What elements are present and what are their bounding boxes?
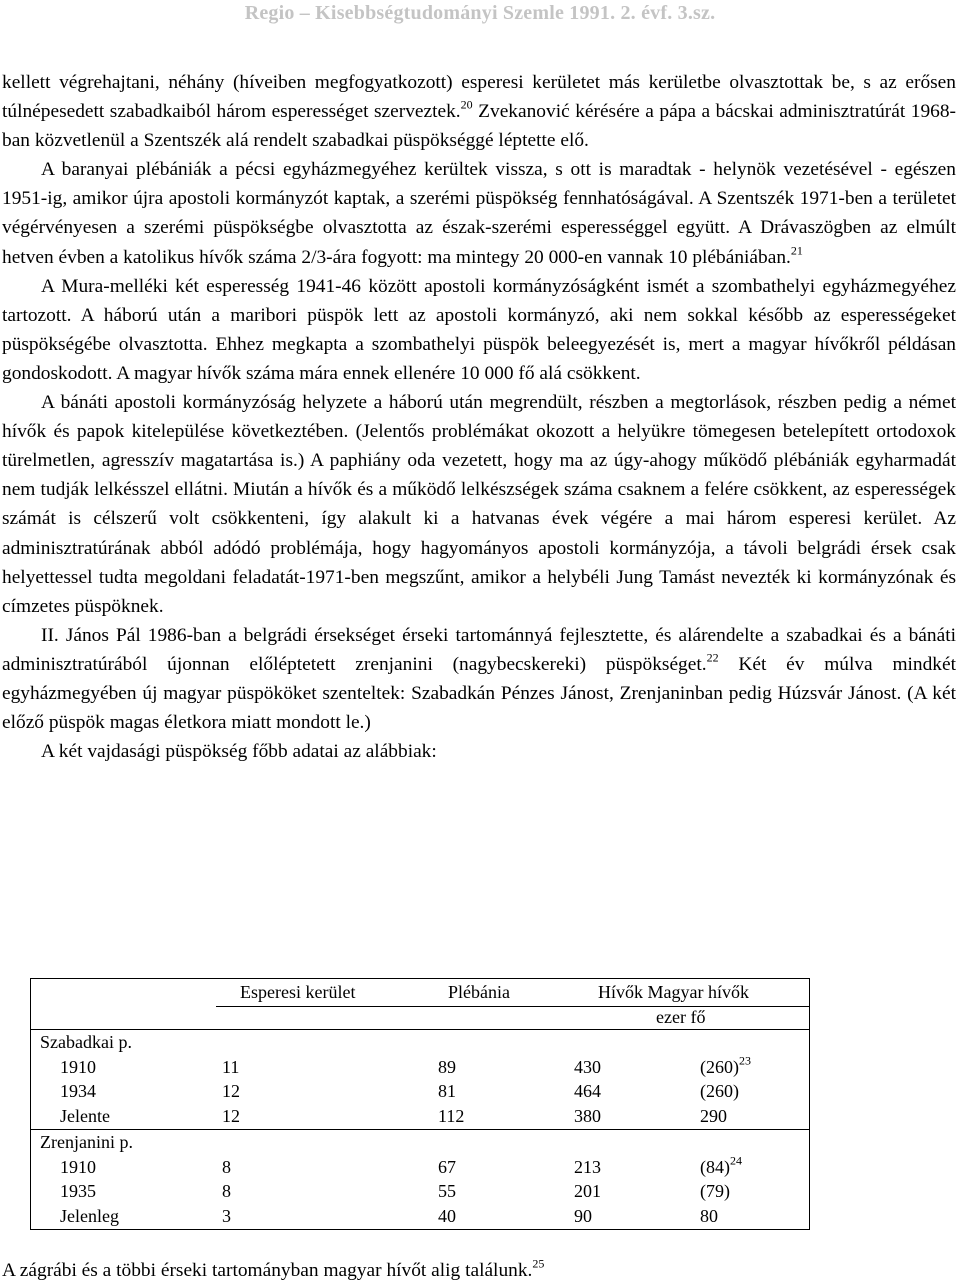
table-cell-hivok: 464 <box>574 1081 601 1101</box>
closing-text: A zágrábi és a többi érseki tartományban magyar hívőt alig találunk. <box>2 1260 533 1281</box>
paragraph-text: Két év múlva mindkét egyházmegyében új magyar püspököket szenteltek: Szabadkán Pénzes Jánost, Zrenjaninban pedig Húzsvár Jánost. (A két előző püspök magas életkora miatt mondott le.) <box>2 653 956 734</box>
table-cell-plebania: 67 <box>438 1156 456 1177</box>
table-row-label: Jelente <box>60 1105 110 1126</box>
footnote-marker: 20 <box>460 97 473 112</box>
footnote-marker: 24 <box>730 1153 742 1168</box>
table-cell-hivok: 90 <box>574 1205 592 1226</box>
table-unit-rule <box>30 1029 810 1030</box>
body-text <box>2 68 956 766</box>
table-top-rule <box>30 978 810 979</box>
data-table <box>30 978 810 1230</box>
table-cell-hivok: 380 <box>574 1105 601 1126</box>
table-cell-hivok: 213 <box>574 1156 601 1177</box>
paragraph-text: A két vajdasági püspökség főbb adatai az alábbiak: <box>41 741 437 763</box>
table-group-rule <box>30 1129 810 1130</box>
table-cell-magyar: (79) <box>700 1181 730 1201</box>
table-cell-esperesi: 11 <box>222 1056 240 1077</box>
paragraph <box>2 272 956 388</box>
header-unit: ezer fő <box>656 1007 706 1027</box>
table-row-label: Jelenleg <box>60 1205 119 1226</box>
closing-sentence <box>2 1256 956 1285</box>
table-row-label: 1910 <box>60 1056 96 1077</box>
table-left-rule <box>30 978 31 1229</box>
paragraph <box>2 68 956 155</box>
header-hivok-magyar: Hívők Magyar hívők <box>598 982 749 1002</box>
table-cell-magyar: 80 <box>700 1205 718 1226</box>
table-cell-esperesi: 8 <box>222 1156 231 1177</box>
footnote-marker: 25 <box>532 1256 545 1271</box>
table-cell-magyar: (260)$^{23}$ <box>700 1053 751 1077</box>
paragraph-text: A bánáti apostoli kormányzóság helyzete a háború után megrendült, részben a megtorlások, részben pedig a német hívők és papok kitelepülése következtében. (Jelentős problémákat okozott a helyükre tömegesen betelepített ortodoxok türelmetlen, agresszív magatartása is.) A paphiány oda vezetett, hogy ma az úgy-ahogy működő plébániák egyharmadát nem tudják lelkésszel ellátni. Miután a hívők és a működő lelkészségek száma csaknem a felére csökkent, az esperességek számát is célszerű volt csökkenteni, így alakult ki a hatvanas évek végére a mai három esperesi kerület. Az adminisztratúrának abból adódó problémája, hogy hagyományos apostoli kormányzója, a távoli belgrádi érsek csak helyettessel tudta megoldani feladatát-1971-ben megszűnt, amikor a helybéli Jung Tamást nevezték ki kormányzónak és címzetes püspöknek. <box>2 392 956 617</box>
footnote-marker: 23 <box>739 1053 751 1068</box>
table-cell-esperesi: 12 <box>222 1105 240 1126</box>
table-cell-magyar: (84)$^{24}$ <box>700 1153 742 1177</box>
paragraph <box>2 621 956 737</box>
table-cell-esperesi: 8 <box>222 1181 231 1201</box>
table-cell-plebania: 40 <box>438 1205 456 1226</box>
header-plebania: Plébánia <box>448 982 510 1002</box>
header-esperesi: Esperesi kerület <box>240 982 356 1002</box>
paragraph <box>2 388 956 621</box>
table-row-label: 1934 <box>60 1081 96 1101</box>
paragraph-text: Zvekanović kérésére a pápa a bácskai adminisztratúrát 1968-ban közvetlenül a Szentszék alá rendelt szabadkai püspökséggé léptette elő. <box>2 101 956 152</box>
paragraph <box>2 155 956 271</box>
table-row-label: 1910 <box>60 1156 96 1177</box>
table-cell-magyar: (260) <box>700 1081 739 1101</box>
running-header: Regio – Kisebbségtudományi Szemle 1991. 2. évf. 3.sz. <box>244 2 716 24</box>
table-cell-plebania: 89 <box>438 1056 456 1077</box>
footnote-marker: 22 <box>706 650 719 665</box>
table-row-label: 1935 <box>60 1181 96 1201</box>
table-cell-plebania: 81 <box>438 1081 456 1101</box>
paragraph-text: A Mura-melléki két esperesség 1941-46 között apostoli kormányzóságként ismét a szombathelyi egyházmegyéhez tartozott. A háború után a maribori püspök lett az apostoli kormányzó, aki nem sokkal később az esperességeket püspökségébe olvasztotta. Ehhez megkapta a szombathelyi püspök beleegyezését is, mert a magyar hívőkről példásan gondoskodott. A magyar hívők száma mára ennek ellenére 10 000 fő alá csökkent. <box>2 275 956 384</box>
table-cell-plebania: 55 <box>438 1181 456 1201</box>
table-right-rule <box>809 978 810 1229</box>
paragraph-text: II. János Pál 1986-ban a belgrádi érsekséget érseki tartománnyá fejlesztette, és alárendelte a szabadkai és a bánáti adminisztratúrából újonnan előléptetett zrenjanini (nagybecskereki) püspökséget. <box>2 624 956 675</box>
table-cell-plebania: 112 <box>438 1105 465 1126</box>
paragraph <box>2 737 956 766</box>
table-group-label: Szabadkai p. <box>40 1032 132 1052</box>
table-cell-magyar: 290 <box>700 1105 727 1126</box>
paragraph-text: kellett végrehajtani, néhány (híveiben megfogyatkozott) esperesi kerületet más kerületbe olvasztottak be, s az erősen túlnépesedett szabadkaiból három esperességet szerveztek. <box>2 72 956 123</box>
table-header-rule <box>216 1006 810 1007</box>
table-bottom-rule <box>30 1229 810 1230</box>
footnote-marker: 21 <box>790 243 803 258</box>
table-cell-esperesi: 3 <box>222 1205 231 1226</box>
table-group-label: Zrenjanini p. <box>40 1132 133 1152</box>
paragraph-text: A baranyai plébániák a pécsi egyházmegyéhez kerültek vissza, s ott is maradtak - helynök vezetésével - egészen 1951-ig, amikor újra apostoli kormányzót kaptak, a szerémi püspökség fennhatóságával. A Szentszék 1971-ben a területet végérvényesen a szerémi püspökségbe olvasztotta az észak-szerémi esperességgel együtt. A Drávaszögben az elmúlt hetven évben a katolikus hívők száma 2/3-ára fogyott: ma mintegy 20 000-en vannak 10 plébániában. <box>2 159 956 268</box>
table-cell-hivok: 201 <box>574 1181 601 1201</box>
table-cell-hivok: 430 <box>574 1056 601 1077</box>
table-cell-esperesi: 12 <box>222 1081 240 1101</box>
